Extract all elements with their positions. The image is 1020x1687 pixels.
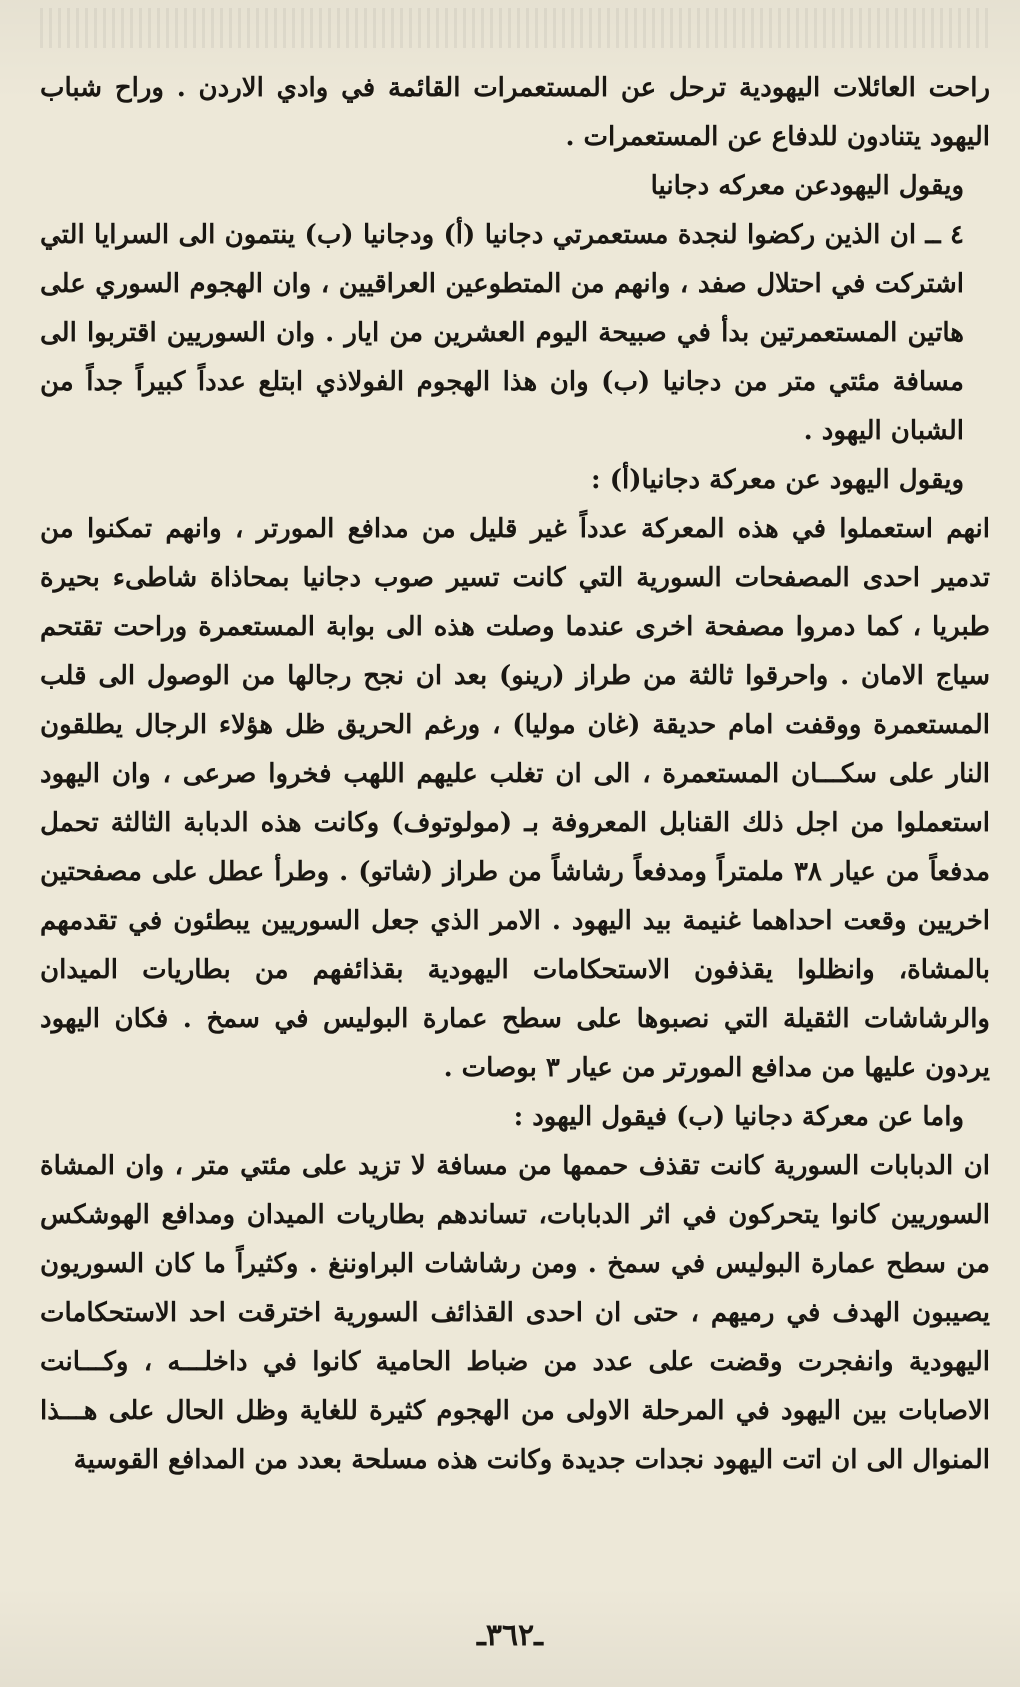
paragraph-dajania-a: انهم استعملوا في هذه المعركة عدداً غير قليل من مدافع المورتر ، وانهم تمكنوا من تدمير احدى المصفحات السورية التي كانت تسير صوب دجانيا بمحاذاة شاطىء بحيرة طبريا ، كما دمروا مصفحة اخرى عندما وصلت هذه الى بوابة المستعمرة وراحت تقتحم سياج الامان . واحرقوا ثالثة من طراز (رينو) بعد ان نجح رجالها من الوصول الى قلب المستعمرة ووقفت امام حديقة (غان موليا) ، ورغم الحريق ظل هؤلاء الرجال يطلقون النار على سكـــان المستعمرة ، الى ان تغلب عليهم اللهب فخروا صرعى ، وان اليهود استعملوا من اجل ذلك القنابل المعروفة بـ (مولوتوف) وكانت هذه الدبابة الثالثة تحمل مدفعاً من عيار ٣٨ ملمتراً ومدفعاً رشاشاً من طراز (شاتو) . وطرأ عطل على مصفحتين اخريين وقعت احداهما غنيمة بيد اليهود . الامر الذي جعل السوريين يبطئون في تقدمهم بالمشاة، وانظلوا يقذفون الاستحكامات اليهودية بقذائفهم من بطاريات الميدان والرشاشات الثقيلة التي نصبوها على سطح عمارة البوليس في سمخ . فكان اليهود يردون عليها من مدافع المورتر من عيار ٣ بوصات . — [40, 514, 990, 1083]
subheading-dajania: ويقول اليهودعن معركه دجانيا — [650, 171, 964, 201]
subheading-dajania-a: ويقول اليهود عن معركة دجانيا(أ) : — [591, 465, 964, 495]
paragraph-intro: راحت العائلات اليهودية ترحل عن المستعمرات القائمة في وادي الاردن . وراح شباب اليهود يتنادون للدفاع عن المستعمرات . — [40, 73, 990, 152]
body-text — [40, 20, 990, 1485]
paragraph-point-4: ٤ ــ ان الذين ركضوا لنجدة مستعمرتي دجانيا (أ) ودجانيا (ب) ينتمون الى السرايا التي اشتركت في احتلال صفد ، وانهم من المتطوعين العراقيين ، وان الهجوم السوري على هاتين المستعمرتين بدأ في صبيحة اليوم العشرين من ايار . وان السوريين اقتربوا الى مسافة مئتي متر من دجانيا (ب) وان هذا الهجوم الفولاذي ابتلع عدداً كبيراً جداً من الشبان اليهود . — [40, 220, 964, 446]
paragraph-dajania-b: ان الدبابات السورية كانت تقذف حممها من مسافة لا تزيد على مئتي متر ، وان المشاة السوريين كانوا يتحركون في اثر الدبابات، تساندهم بطاريات الميدان ومدافع الهوشكس من سطح عمارة البوليس في سمخ . ومن رشاشات البراوننغ . وكثيراً ما كان السوريون يصيبون الهدف في رميهم ، حتى ان احدى القذائف السورية اخترقت احد الاستحكامات اليهودية وانفجرت وقضت على عدد من ضباط الحامية كانوا في داخلـــه ، وكـــانت الاصابات بين اليهود في المرحلة الاولى من الهجوم كثيرة للغاية وظل الحال على هـــذا المنوال الى ان اتت اليهود نجدات جديدة وكانت هذه مسلحة بعدد من المدافع القوسية — [40, 1151, 990, 1475]
page-number: ـ٣٦٢ـ — [477, 1618, 543, 1653]
subheading-dajania-b: واما عن معركة دجانيا (ب) فيقول اليهود : — [513, 1102, 964, 1132]
